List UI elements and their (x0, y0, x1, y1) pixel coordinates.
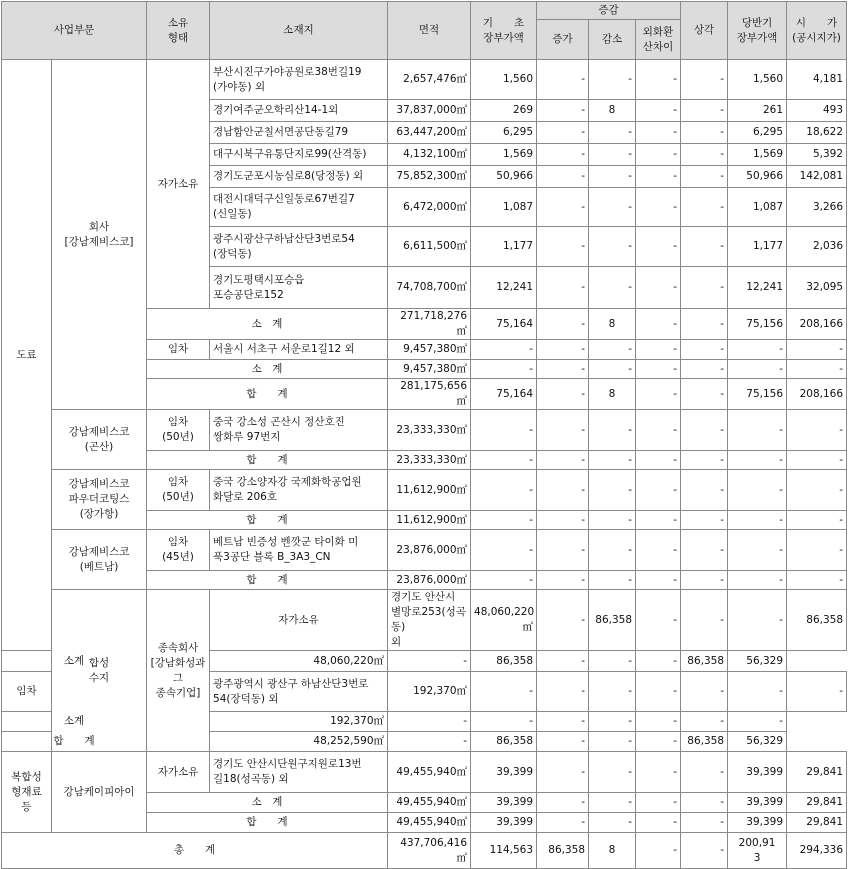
asset-table-container (1, 1, 847, 869)
opening-cell: 1,569 (471, 144, 537, 166)
header-depreciation: 상각 (681, 2, 728, 60)
decrease-cell: - (589, 530, 636, 571)
fx-cell: - (636, 227, 681, 267)
table-row (2, 752, 847, 793)
fx-cell: - (636, 122, 681, 144)
decrease-cell: - (589, 360, 636, 379)
market-cell: - (787, 451, 847, 470)
decrease-cell: 8 (589, 379, 636, 410)
closing-cell: 200,91 3 (728, 833, 787, 869)
fx-cell: - (636, 530, 681, 571)
opening-cell: 12,241 (471, 267, 537, 309)
area-cell: 192,370㎡ (388, 672, 471, 712)
decrease-cell: - (636, 590, 681, 651)
market-cell: 294,336 (787, 833, 847, 869)
table-row (2, 410, 847, 451)
increase-cell: - (537, 188, 589, 227)
area-cell: 271,718,276㎡ (388, 309, 471, 340)
opening-cell: - (471, 571, 537, 590)
header-location: 소재지 (210, 2, 388, 60)
fx-cell: - (636, 511, 681, 530)
market-cell: 142,081 (787, 166, 847, 188)
location-cell: 대구시북구유통단지로99(산격동) (210, 144, 388, 166)
opening-cell: - (388, 712, 471, 732)
ownership-own: 자가소유 (147, 60, 210, 309)
area-cell: 23,876,000㎡ (388, 571, 471, 590)
closing-cell: 1,569 (728, 144, 787, 166)
closing-cell: 39,399 (728, 752, 787, 793)
closing-cell: 1,177 (728, 227, 787, 267)
market-cell: - (787, 571, 847, 590)
total-label: 합 계 (147, 571, 388, 590)
division-composite: 복합성 형재료 등 (2, 752, 52, 833)
closing-cell: - (681, 712, 728, 732)
closing-cell: - (728, 360, 787, 379)
fx-cell: - (636, 100, 681, 122)
depreciation-cell: - (681, 144, 728, 166)
opening-cell: 50,966 (471, 166, 537, 188)
entity-kangnam-kepi: 강남케이피아이 (52, 752, 147, 833)
header-opening: 기 초 장부가액 (471, 2, 537, 60)
header-fx: 외화환 산차이 (636, 20, 681, 60)
depreciation-cell: - (681, 451, 728, 470)
ownership-own: 자가소유 (210, 590, 388, 651)
closing-cell: - (728, 451, 787, 470)
closing-cell: 6,295 (728, 122, 787, 144)
location-cell: 광주시광산구하남산단3번로54 (장덕동) (210, 227, 388, 267)
closing-cell: 86,358 (681, 651, 728, 672)
increase-cell: - (537, 410, 589, 451)
market-cell: 56,329 (728, 651, 787, 672)
market-cell: 208,166 (787, 379, 847, 410)
depreciation-cell: - (681, 530, 728, 571)
fx-cell: - (636, 166, 681, 188)
area-cell: 11,612,900㎡ (388, 511, 471, 530)
depreciation-cell: - (681, 309, 728, 340)
closing-cell: - (728, 340, 787, 360)
header-market: 시 가 (공시지가) (787, 2, 847, 60)
location-cell: 베트남 빈증성 벤깟군 타이화 미 푹3공단 블록 B_3A3_CN (210, 530, 388, 571)
opening-cell: 1,087 (471, 188, 537, 227)
market-cell: 2,036 (787, 227, 847, 267)
opening-cell: - (537, 590, 589, 651)
area-cell: 49,455,940㎡ (388, 813, 471, 833)
decrease-cell: - (589, 451, 636, 470)
fx-cell: - (681, 590, 728, 651)
increase-cell: - (537, 340, 589, 360)
market-cell: 208,166 (787, 309, 847, 340)
division-land: 도료 (2, 60, 52, 651)
area-cell: 75,852,300㎡ (388, 166, 471, 188)
opening-cell: - (471, 340, 537, 360)
closing-cell: 39,399 (728, 813, 787, 833)
depreciation-cell: - (681, 833, 728, 869)
closing-cell: 1,560 (728, 60, 787, 100)
opening-cell: - (388, 651, 471, 672)
decrease-cell: 8 (589, 833, 636, 869)
decrease-cell: - (589, 752, 636, 793)
entity-gonsan: 강남제비스코 (곤산) (52, 410, 147, 470)
area-cell: 6,472,000㎡ (388, 188, 471, 227)
decrease-cell: - (589, 793, 636, 813)
ownership-lease-45: 임차 (45년) (147, 530, 210, 571)
increase-cell: - (537, 227, 589, 267)
header-increase: 증가 (537, 20, 589, 60)
area-cell: 9,457,380㎡ (388, 360, 471, 379)
depreciation-cell: - (681, 122, 728, 144)
opening-cell: - (471, 451, 537, 470)
closing-cell: 86,358 (787, 590, 847, 651)
location-cell: 서울시 서초구 서운로1길12 외 (210, 340, 388, 360)
ownership-lease: 임차 (147, 340, 210, 360)
decrease-cell: - (537, 712, 589, 732)
increase-cell: - (537, 813, 589, 833)
fx-cell: - (636, 410, 681, 451)
fx-cell: - (636, 360, 681, 379)
total-row (2, 732, 847, 752)
opening-cell: 75,164 (471, 379, 537, 410)
area-cell: 437,706,416㎡ (388, 833, 471, 869)
fx-cell: - (636, 340, 681, 360)
depreciation-cell: - (636, 651, 681, 672)
closing-cell: - (728, 410, 787, 451)
opening-cell: 39,399 (471, 793, 537, 813)
table-row (2, 470, 847, 511)
increase-cell: 86,358 (471, 732, 537, 752)
header-ownership: 소유 형태 (147, 2, 210, 60)
decrease-cell: - (589, 188, 636, 227)
opening-cell: 39,399 (471, 752, 537, 793)
fx-cell: - (636, 144, 681, 166)
market-cell: 18,622 (787, 122, 847, 144)
area-cell: 281,175,656㎡ (388, 379, 471, 410)
closing-cell: 86,358 (681, 732, 728, 752)
fx-cell: - (636, 813, 681, 833)
location-cell: 경남함안군칠서면공단동길79 (210, 122, 388, 144)
fx-cell: - (636, 379, 681, 410)
increase-cell: - (537, 511, 589, 530)
total-label: 합 계 (2, 732, 147, 752)
decrease-cell: - (589, 571, 636, 590)
increase-cell: 86,358 (471, 651, 537, 672)
market-cell: 5,392 (787, 144, 847, 166)
subtotal-label: 소 계 (147, 360, 388, 379)
opening-cell: 1,560 (471, 60, 537, 100)
decrease-cell: 8 (589, 309, 636, 340)
decrease-cell: - (589, 511, 636, 530)
increase-cell: - (537, 752, 589, 793)
increase-cell: - (471, 712, 537, 732)
closing-cell: 12,241 (728, 267, 787, 309)
increase-cell: - (537, 451, 589, 470)
increase-cell: 86,358 (589, 590, 636, 651)
depreciation-cell: - (681, 60, 728, 100)
fx-cell: - (636, 752, 681, 793)
decrease-cell: 8 (589, 100, 636, 122)
grand-total-label: 총 계 (2, 833, 388, 869)
table-row (2, 60, 847, 100)
depreciation-cell: - (681, 470, 728, 511)
depreciation-cell: - (681, 227, 728, 267)
fx-cell: - (589, 712, 636, 732)
increase-cell: - (537, 267, 589, 309)
subtotal-label: 소계 (2, 712, 147, 732)
depreciation-cell: - (681, 360, 728, 379)
closing-cell: 1,087 (728, 188, 787, 227)
opening-cell: - (471, 672, 537, 712)
subtotal-row (2, 651, 847, 672)
total-label: 합 계 (147, 511, 388, 530)
depreciation-cell: - (681, 100, 728, 122)
market-cell: 3,266 (787, 188, 847, 227)
location-cell: 경기도 안산시 별망로253(성곡동) 외 (388, 590, 471, 651)
fx-cell: - (589, 651, 636, 672)
decrease-cell: - (589, 122, 636, 144)
area-cell: 23,333,330㎡ (388, 410, 471, 451)
decrease-cell: - (589, 166, 636, 188)
location-cell: 광주광역시 광산구 하남산단3번로 54(장덕동) 외 (210, 672, 388, 712)
opening-cell: - (471, 470, 537, 511)
opening-cell: 1,177 (471, 227, 537, 267)
decrease-cell: - (589, 144, 636, 166)
depreciation-cell: - (728, 590, 787, 651)
area-cell: 37,837,000㎡ (388, 100, 471, 122)
total-label: 합 계 (147, 813, 388, 833)
area-cell: 6,611,500㎡ (388, 227, 471, 267)
location-cell: 중국 강소성 곤산시 정산호진 쌍화루 97번지 (210, 410, 388, 451)
area-cell: 48,252,590㎡ (210, 732, 388, 752)
land-asset-table (1, 1, 847, 869)
subtotal-row (2, 712, 847, 732)
decrease-cell: - (537, 732, 589, 752)
increase-cell: - (537, 379, 589, 410)
subtotal-label: 소 계 (147, 793, 388, 813)
area-cell: 23,333,330㎡ (388, 451, 471, 470)
fx-cell: - (636, 60, 681, 100)
decrease-cell: - (589, 227, 636, 267)
depreciation-cell: - (681, 672, 728, 712)
increase-cell: - (537, 793, 589, 813)
decrease-cell: - (537, 651, 589, 672)
location-cell: 대전시대덕구신일동로67번길7 (신일동) (210, 188, 388, 227)
decrease-cell: - (589, 340, 636, 360)
increase-cell: - (537, 309, 589, 340)
decrease-cell: - (589, 267, 636, 309)
increase-cell: - (537, 60, 589, 100)
market-cell: - (787, 672, 847, 712)
increase-cell: - (537, 166, 589, 188)
total-label: 합 계 (147, 451, 388, 470)
market-cell: 29,841 (787, 752, 847, 793)
fx-cell: - (636, 470, 681, 511)
header-closing: 당반기 장부가액 (728, 2, 787, 60)
area-cell: 2,657,476㎡ (388, 60, 471, 100)
entity-zhangjiagang: 강남제비스코 파우더코팅스 (장가항) (52, 470, 147, 530)
opening-cell: - (471, 360, 537, 379)
closing-cell: - (728, 530, 787, 571)
increase-cell: 86,358 (537, 833, 589, 869)
decrease-cell: - (589, 470, 636, 511)
closing-cell: - (728, 571, 787, 590)
opening-cell: - (388, 732, 471, 752)
opening-cell: 75,164 (471, 309, 537, 340)
area-cell: 23,876,000㎡ (388, 530, 471, 571)
total-label: 합 계 (147, 379, 388, 410)
depreciation-cell: - (681, 410, 728, 451)
market-cell: - (787, 511, 847, 530)
market-cell: - (787, 530, 847, 571)
depreciation-cell: - (681, 752, 728, 793)
fx-cell: - (636, 188, 681, 227)
fx-cell: - (636, 833, 681, 869)
market-cell: 32,095 (787, 267, 847, 309)
depreciation-cell: - (681, 511, 728, 530)
depreciation-cell: - (681, 166, 728, 188)
increase-cell: - (537, 122, 589, 144)
location-cell: 부산시진구가야공원로38번길19 (가야동) 외 (210, 60, 388, 100)
market-cell: 56,329 (728, 732, 787, 752)
increase-cell: - (537, 672, 589, 712)
area-cell: 74,708,700㎡ (388, 267, 471, 309)
depreciation-cell: - (681, 379, 728, 410)
fx-cell: - (636, 451, 681, 470)
market-cell: - (728, 712, 787, 732)
increase-cell: - (537, 470, 589, 511)
closing-cell: 261 (728, 100, 787, 122)
closing-cell: 75,156 (728, 379, 787, 410)
location-cell: 중국 강소양자강 국제화학공업원 화달로 206호 (210, 470, 388, 511)
depreciation-cell: - (681, 813, 728, 833)
increase-cell: - (537, 100, 589, 122)
depreciation-cell: - (681, 571, 728, 590)
area-cell: 4,132,100㎡ (388, 144, 471, 166)
area-cell: 11,612,900㎡ (388, 470, 471, 511)
increase-cell: - (537, 530, 589, 571)
entity-affiliates: 종속회사 [강남화성과 그 종속기업] (147, 590, 210, 752)
header-change: 증감 (537, 2, 681, 20)
opening-cell: 114,563 (471, 833, 537, 869)
ownership-lease-50: 임차 (50년) (147, 470, 210, 511)
decrease-cell: - (589, 813, 636, 833)
market-cell: 4,181 (787, 60, 847, 100)
increase-cell: - (537, 360, 589, 379)
fx-cell: - (636, 309, 681, 340)
fx-cell: - (636, 672, 681, 712)
market-cell: 493 (787, 100, 847, 122)
location-cell: 경기도평택시포승읍 포승공단로152 (210, 267, 388, 309)
header-division: 사업부문 (2, 2, 147, 60)
increase-cell: - (537, 571, 589, 590)
opening-cell: - (471, 530, 537, 571)
division-synthetic: 합성 수지 (52, 590, 147, 752)
grand-total-row (2, 833, 847, 869)
increase-cell: - (537, 144, 589, 166)
fx-cell: - (636, 267, 681, 309)
header-area: 면적 (388, 2, 471, 60)
opening-cell: 39,399 (471, 813, 537, 833)
area-cell: 192,370㎡ (210, 712, 388, 732)
area-cell: 9,457,380㎡ (388, 340, 471, 360)
depreciation-cell: - (636, 732, 681, 752)
opening-cell: - (471, 410, 537, 451)
opening-cell: - (471, 511, 537, 530)
area-cell: 49,455,940㎡ (388, 793, 471, 813)
decrease-cell: - (589, 410, 636, 451)
opening-cell: 6,295 (471, 122, 537, 144)
subtotal-label: 소 계 (147, 309, 388, 340)
area-cell: 63,447,200㎡ (388, 122, 471, 144)
market-cell: - (787, 360, 847, 379)
closing-cell: - (728, 470, 787, 511)
area-cell: 48,060,220㎡ (210, 651, 388, 672)
depreciation-cell: - (681, 267, 728, 309)
market-cell: - (787, 470, 847, 511)
ownership-own: 자가소유 (147, 752, 210, 793)
market-cell: - (787, 340, 847, 360)
entity-vietnam: 강남제비스코 (베트남) (52, 530, 147, 590)
decrease-cell: - (589, 672, 636, 712)
area-cell: 48,060,220㎡ (471, 590, 537, 651)
header-decrease: 감소 (589, 20, 636, 60)
market-cell: - (787, 410, 847, 451)
location-cell: 경기도 안산시단원구지원로13번 길18(성곡동) 외 (210, 752, 388, 793)
depreciation-cell: - (636, 712, 681, 732)
depreciation-cell: - (681, 188, 728, 227)
location-cell: 경기도군포시농심로8(당정동) 외 (210, 166, 388, 188)
closing-cell: 39,399 (728, 793, 787, 813)
fx-cell: - (636, 793, 681, 813)
location-cell: 경기여주군오학리산14-1외 (210, 100, 388, 122)
depreciation-cell: - (681, 793, 728, 813)
area-cell: 49,455,940㎡ (388, 752, 471, 793)
closing-cell: 50,966 (728, 166, 787, 188)
market-cell: 29,841 (787, 793, 847, 813)
table-row (2, 530, 847, 571)
opening-cell: 269 (471, 100, 537, 122)
ownership-lease: 임차 (2, 672, 52, 712)
closing-cell: - (728, 672, 787, 712)
closing-cell: - (728, 511, 787, 530)
subtotal-label: 소계 (2, 651, 147, 672)
market-cell: 29,841 (787, 813, 847, 833)
decrease-cell: - (589, 60, 636, 100)
depreciation-cell: - (681, 340, 728, 360)
ownership-lease-50: 임차 (50년) (147, 410, 210, 451)
fx-cell: - (589, 732, 636, 752)
entity-company: 회사 [강남제비스코] (52, 60, 147, 410)
fx-cell: - (636, 571, 681, 590)
table-row (2, 590, 847, 651)
closing-cell: 75,156 (728, 309, 787, 340)
